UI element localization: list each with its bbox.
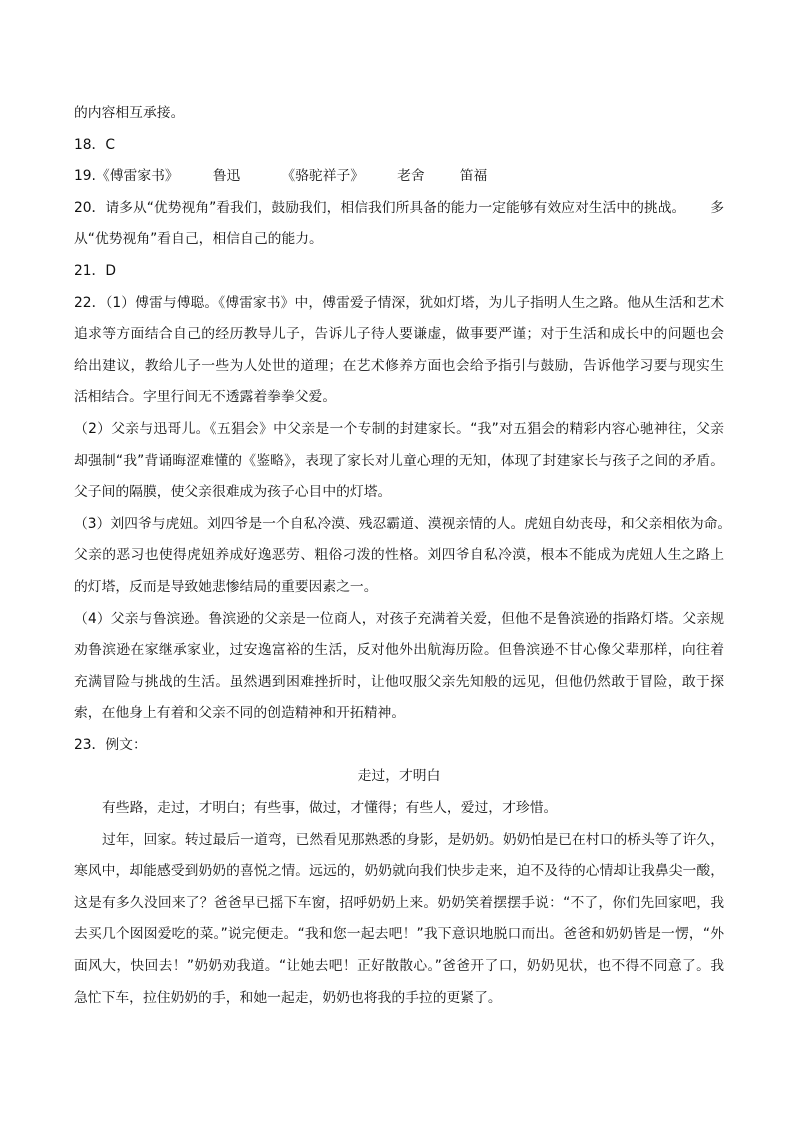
essay-line: 去买几个囡囡爱吃的菜。”说完便走。“我和您一起去吧！”我下意识地脱口而出。爸爸和奶奶皆是一愣，“外 — [74, 926, 724, 943]
answer-22-line: 却强制“我”背诵晦涩难懂的《鉴略》，表现了家长对儿童心理的无知，体现了封建家长与孩子之间的矛盾。 — [74, 452, 724, 469]
answer-21: 21．D — [74, 262, 116, 279]
answer-22-line: （4）父亲与鲁滨逊。鲁滨逊的父亲是一位商人，对孩子充满着关爱，但他不是鲁滨逊的指路灯塔。父亲规 — [74, 610, 724, 627]
answer-19-item: 鲁迅 — [212, 168, 241, 185]
answer-19-item: 笛福 — [459, 168, 488, 185]
answer-22-line: （3）刘四爷与虎妞。刘四爷是一个自私冷漠、残忍霸道、漠视亲情的人。虎妞自幼丧母，和父亲相依为命。 — [74, 515, 732, 532]
essay-line: 有些路，走过，才明白；有些事，做过，才懂得；有些人，爱过，才珍惜。 — [102, 800, 558, 817]
answer-23-label: 23．例文： — [74, 736, 147, 753]
essay-line: 面风大，快回去！”奶奶劝我道。“让她去吧！正好散散心。”爸爸开了口，奶奶见状，也不得不同意了。我 — [74, 958, 724, 975]
essay-line: 这是有多久没回来了？爸爸早已摇下车窗，招呼奶奶上来。奶奶笑着摆摆手说：“不了，你们先回家吧，我 — [74, 894, 724, 911]
text-line: 的内容相互承接。 — [74, 105, 185, 121]
answer-22-line: 父子间的隔膜，使父亲很难成为孩子心目中的灯塔。 — [74, 484, 392, 501]
answer-20-text: 20．请多从“优势视角”看我们，鼓励我们，相信我们所具备的能力一定能够有效应对生活中的挑战。 — [74, 199, 686, 216]
answer-22-line: 索，在他身上有着和父亲不同的创造精神和开拓精神。 — [74, 705, 406, 722]
answer-22-line: 劝鲁滨逊在家继承家业，过安逸富裕的生活，反对他外出航海历险。但鲁滨逊不甘心像父辈那样，向往着 — [74, 642, 724, 659]
answer-22-line: 22．（1）傅雷与傅聪。《傅雷家书》中，傅雷爱子情深，犹如灯塔，为儿子指明人生之路。他从生活和艺术 — [74, 294, 724, 311]
essay-line: 寒风中，却能感受到奶奶的喜悦之情。远远的，奶奶就向我们快步走来，迫不及待的心情却让我鼻尖一酸， — [74, 863, 724, 880]
answer-19-item: 《傅雷家书》 — [95, 168, 179, 185]
essay-line: 急忙下车，拉住奶奶的手，和她一起走，奶奶也将我的手拉的更紧了。 — [74, 989, 502, 1006]
answer-22-line: 活相结合。字里行间无不透露着拳拳父爱。 — [74, 389, 337, 406]
essay-line: 过年，回家。转过最后一道弯，已然看见那熟悉的身影，是奶奶。奶奶怕是已在村口的桥头等了许久， — [102, 831, 724, 848]
answer-22-line: 给出建议，教给儿子一些为人处世的道理；在艺术修养方面也会给予指引与鼓励，告诉他学习要与现实生 — [74, 357, 724, 374]
answer-20-line-2: 从“优势视角”看自己，相信自己的能力。 — [74, 231, 323, 248]
answer-20-text: 多 — [710, 199, 724, 216]
answer-20-line-1 — [74, 193, 724, 225]
essay-title: 走过，才明白 — [357, 768, 441, 785]
document-page — [74, 98, 732, 1014]
answer-19 — [74, 161, 724, 193]
answer-22-line: 父亲的恶习也使得虎妞养成好逸恶劳、粗俗刁泼的性格。刘四爷自私冷漠，根本不能成为虎妞人生之路上 — [74, 547, 724, 564]
answer-19-item: 老舍 — [397, 168, 425, 185]
answer-22-line: 充满冒险与挑战的生活。虽然遇到困难挫折时，让他叹服父亲先知般的远见，但他仍然敢于冒险，敢于探 — [74, 673, 724, 690]
answer-22-line: （2）父亲与迅哥儿。《五猖会》中父亲是一个专制的封建家长。“我”对五猖会的精彩内容心驰神往，父亲 — [74, 420, 724, 437]
answer-22-line: 追求等方面结合自己的经历教导儿子，告诉儿子待人要谦虚，做事要严谨；对于生活和成长中的问题也会 — [74, 326, 724, 343]
answer-22-line: 的灯塔，反而是导致她悲惨结局的重要因素之一。 — [74, 578, 378, 595]
answer-19-num: 19. — [74, 168, 96, 185]
answer-18: 18．C — [74, 136, 115, 153]
answer-19-item: 《骆驼祥子》 — [281, 168, 365, 185]
